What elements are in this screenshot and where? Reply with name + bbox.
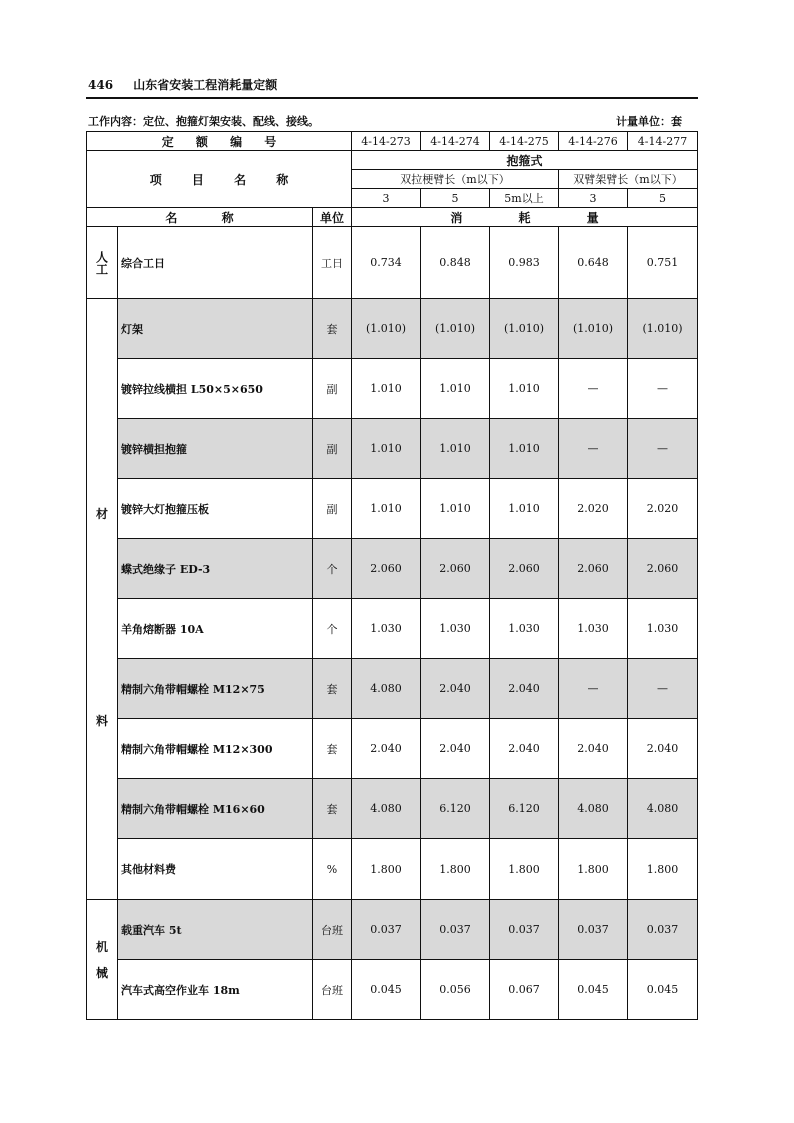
row-unit: 个 bbox=[313, 539, 352, 599]
table-row bbox=[87, 779, 698, 839]
row-value: — bbox=[559, 659, 628, 719]
quota-table bbox=[86, 131, 698, 1020]
row-value: 2.040 bbox=[490, 659, 559, 719]
table-row bbox=[87, 599, 698, 659]
row-value: 4.080 bbox=[628, 779, 698, 839]
row-value: 0.751 bbox=[628, 227, 698, 299]
row-unit: 工日 bbox=[313, 227, 352, 299]
quota-code: 4-14-277 bbox=[628, 132, 698, 151]
row-value: 1.010 bbox=[490, 359, 559, 419]
row-value: 1.010 bbox=[421, 479, 490, 539]
row-value: 1.800 bbox=[559, 839, 628, 900]
table-row bbox=[87, 227, 698, 299]
consumption-header: 消 耗 量 bbox=[352, 208, 698, 227]
row-value: 1.010 bbox=[352, 359, 421, 419]
table-row bbox=[87, 539, 698, 599]
row-name: 镀锌横担抱箍 bbox=[118, 419, 313, 479]
quota-code-row bbox=[87, 132, 698, 151]
row-unit: 副 bbox=[313, 479, 352, 539]
row-value: 2.060 bbox=[490, 539, 559, 599]
row-value: 0.037 bbox=[352, 900, 421, 960]
row-value: 0.648 bbox=[559, 227, 628, 299]
measure-unit: 计量单位：套 bbox=[616, 115, 682, 128]
quota-code: 4-14-275 bbox=[490, 132, 559, 151]
row-value: 6.120 bbox=[490, 779, 559, 839]
row-value: 0.037 bbox=[490, 900, 559, 960]
table-row bbox=[87, 839, 698, 900]
row-value: 0.056 bbox=[421, 960, 490, 1020]
row-value: (1.010) bbox=[490, 299, 559, 359]
row-name: 灯架 bbox=[118, 299, 313, 359]
table-row bbox=[87, 419, 698, 479]
row-value: 2.040 bbox=[490, 719, 559, 779]
work-content: 工作内容：定位、抱箍灯架安装、配线、接线。 bbox=[88, 115, 319, 128]
row-value: 2.060 bbox=[421, 539, 490, 599]
row-value: 1.010 bbox=[352, 479, 421, 539]
row-value: (1.010) bbox=[559, 299, 628, 359]
section-machine-char2: 械 bbox=[95, 965, 108, 980]
row-value: 1.800 bbox=[421, 839, 490, 900]
row-value: (1.010) bbox=[628, 299, 698, 359]
row-value: 4.080 bbox=[559, 779, 628, 839]
table-row bbox=[87, 479, 698, 539]
group1-label: 双拉梗臂长（m以下） bbox=[352, 170, 559, 189]
quota-code: 4-14-276 bbox=[559, 132, 628, 151]
row-name: 蝶式绝缘子 ED-3 bbox=[118, 539, 313, 599]
row-value: 2.040 bbox=[421, 659, 490, 719]
size-cell: 5 bbox=[421, 189, 490, 208]
header-rule bbox=[86, 97, 698, 99]
row-name: 精制六角带帽螺栓 M12×75 bbox=[118, 659, 313, 719]
row-value: (1.010) bbox=[352, 299, 421, 359]
row-value: 1.030 bbox=[352, 599, 421, 659]
row-name: 精制六角带帽螺栓 M16×60 bbox=[118, 779, 313, 839]
row-value: 4.080 bbox=[352, 779, 421, 839]
row-value: 2.040 bbox=[559, 719, 628, 779]
row-value: 2.040 bbox=[628, 719, 698, 779]
row-value: 0.848 bbox=[421, 227, 490, 299]
row-value: 0.734 bbox=[352, 227, 421, 299]
type-row bbox=[87, 151, 698, 170]
row-unit: 副 bbox=[313, 419, 352, 479]
row-value: 2.040 bbox=[352, 719, 421, 779]
row-value: 1.030 bbox=[421, 599, 490, 659]
table-row bbox=[87, 359, 698, 419]
section-labor: 人工 bbox=[87, 227, 118, 299]
row-unit: 套 bbox=[313, 659, 352, 719]
row-unit: 台班 bbox=[313, 960, 352, 1020]
column-header-row bbox=[87, 208, 698, 227]
page-number: 446 bbox=[88, 78, 114, 92]
table-row bbox=[87, 960, 698, 1020]
row-value: 1.800 bbox=[628, 839, 698, 900]
section-material bbox=[87, 299, 118, 900]
row-value: 0.045 bbox=[352, 960, 421, 1020]
row-value: 6.120 bbox=[421, 779, 490, 839]
section-material-char1: 材 bbox=[95, 507, 108, 521]
row-value: 0.983 bbox=[490, 227, 559, 299]
row-name: 综合工日 bbox=[118, 227, 313, 299]
row-value: 0.037 bbox=[559, 900, 628, 960]
row-value: 0.037 bbox=[421, 900, 490, 960]
type-label: 抱箍式 bbox=[352, 151, 698, 170]
table-row bbox=[87, 299, 698, 359]
name-column-header: 名 称 bbox=[87, 208, 313, 227]
row-value: — bbox=[559, 419, 628, 479]
section-machine bbox=[87, 900, 118, 1020]
row-unit: 副 bbox=[313, 359, 352, 419]
row-value: 0.037 bbox=[628, 900, 698, 960]
size-cell: 5 bbox=[628, 189, 698, 208]
row-value: 2.060 bbox=[352, 539, 421, 599]
row-unit: 个 bbox=[313, 599, 352, 659]
row-value: 1.030 bbox=[490, 599, 559, 659]
row-unit: 套 bbox=[313, 719, 352, 779]
row-unit: % bbox=[313, 839, 352, 900]
quota-code: 4-14-274 bbox=[421, 132, 490, 151]
page-header bbox=[88, 76, 277, 93]
row-value: — bbox=[628, 359, 698, 419]
row-value: 1.800 bbox=[490, 839, 559, 900]
quota-number-label: 定 额 编 号 bbox=[87, 132, 352, 151]
row-name: 镀锌拉线横担 L50×5×650 bbox=[118, 359, 313, 419]
row-value: 2.060 bbox=[628, 539, 698, 599]
row-value: (1.010) bbox=[421, 299, 490, 359]
row-value: 1.010 bbox=[490, 479, 559, 539]
row-value: 2.020 bbox=[559, 479, 628, 539]
table-row bbox=[87, 719, 698, 779]
row-value: 0.067 bbox=[490, 960, 559, 1020]
quota-code: 4-14-273 bbox=[352, 132, 421, 151]
section-material-char2: 料 bbox=[95, 714, 108, 728]
row-name: 羊角熔断器 10A bbox=[118, 599, 313, 659]
section-machine-char1: 机 bbox=[95, 939, 108, 954]
row-value: 0.045 bbox=[559, 960, 628, 1020]
row-value: 1.010 bbox=[490, 419, 559, 479]
size-cell: 5m以上 bbox=[490, 189, 559, 208]
table-row bbox=[87, 900, 698, 960]
row-value: 2.060 bbox=[559, 539, 628, 599]
size-cell: 3 bbox=[559, 189, 628, 208]
row-value: 2.040 bbox=[421, 719, 490, 779]
row-unit: 套 bbox=[313, 779, 352, 839]
row-value: 1.010 bbox=[421, 419, 490, 479]
table-row bbox=[87, 659, 698, 719]
size-cell: 3 bbox=[352, 189, 421, 208]
unit-column-header: 单位 bbox=[313, 208, 352, 227]
row-value: — bbox=[628, 419, 698, 479]
row-value: — bbox=[628, 659, 698, 719]
row-value: 0.045 bbox=[628, 960, 698, 1020]
row-value: — bbox=[559, 359, 628, 419]
row-unit: 台班 bbox=[313, 900, 352, 960]
row-name: 镀锌大灯抱箍压板 bbox=[118, 479, 313, 539]
item-name-label: 项 目 名 称 bbox=[87, 151, 352, 208]
row-name: 精制六角带帽螺栓 M12×300 bbox=[118, 719, 313, 779]
book-title: 山东省安装工程消耗量定额 bbox=[133, 78, 278, 92]
row-name: 载重汽车 5t bbox=[118, 900, 313, 960]
row-name: 其他材料费 bbox=[118, 839, 313, 900]
row-value: 1.800 bbox=[352, 839, 421, 900]
row-value: 1.030 bbox=[628, 599, 698, 659]
row-unit: 套 bbox=[313, 299, 352, 359]
row-value: 2.020 bbox=[628, 479, 698, 539]
group2-label: 双臂架臂长（m以下） bbox=[559, 170, 698, 189]
row-value: 4.080 bbox=[352, 659, 421, 719]
row-value: 1.030 bbox=[559, 599, 628, 659]
row-value: 1.010 bbox=[421, 359, 490, 419]
row-value: 1.010 bbox=[352, 419, 421, 479]
row-name: 汽车式高空作业车 18m bbox=[118, 960, 313, 1020]
